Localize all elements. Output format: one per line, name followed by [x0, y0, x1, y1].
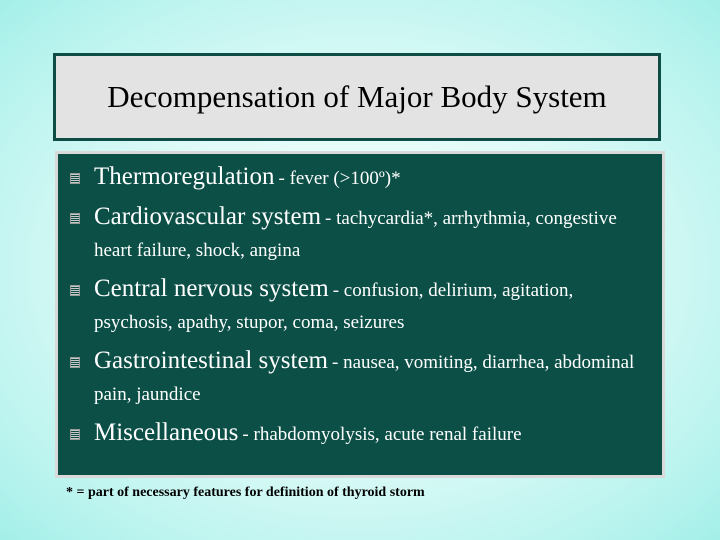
bullet-icon [70, 285, 80, 296]
bullet-item-cardiovascular [70, 201, 642, 267]
bullet-icon [70, 357, 80, 368]
bullet-item-central-nervous [70, 273, 642, 339]
bullet-item-gastrointestinal [70, 345, 642, 411]
bullet-detail: - tachycardia*, arrhythmia, congestive heart failure, shock, angina [94, 208, 617, 261]
bullet-detail: - rhabdomyolysis, acute renal failure [242, 424, 522, 445]
bullet-icon [70, 173, 80, 184]
bullet-icon [70, 429, 80, 440]
bullet-system: Miscellaneous [94, 419, 239, 446]
bullet-system: Gastrointestinal system [94, 347, 328, 374]
slide-title: Decompensation of Major Body System [107, 79, 607, 114]
bullet-detail: - fever (>100º)* [278, 168, 401, 189]
bullet-item-thermoregulation [70, 161, 642, 195]
bullet-system: Cardiovascular system [94, 203, 322, 230]
bullet-item-miscellaneous [70, 417, 642, 451]
bullet-icon [70, 213, 80, 224]
bullet-detail: - confusion, delirium, agitation, psychosis, apathy, stupor, coma, seizures [94, 280, 574, 333]
content-panel [55, 151, 665, 478]
bullet-system: Central nervous system [94, 275, 329, 302]
title-box [53, 53, 661, 141]
bullet-detail: - nausea, vomiting, diarrhea, abdominal pain, jaundice [94, 352, 635, 405]
bullet-list [58, 154, 662, 451]
footnote: * = part of necessary features for definition of thyroid storm [66, 485, 425, 500]
bullet-system: Thermoregulation [94, 163, 275, 190]
